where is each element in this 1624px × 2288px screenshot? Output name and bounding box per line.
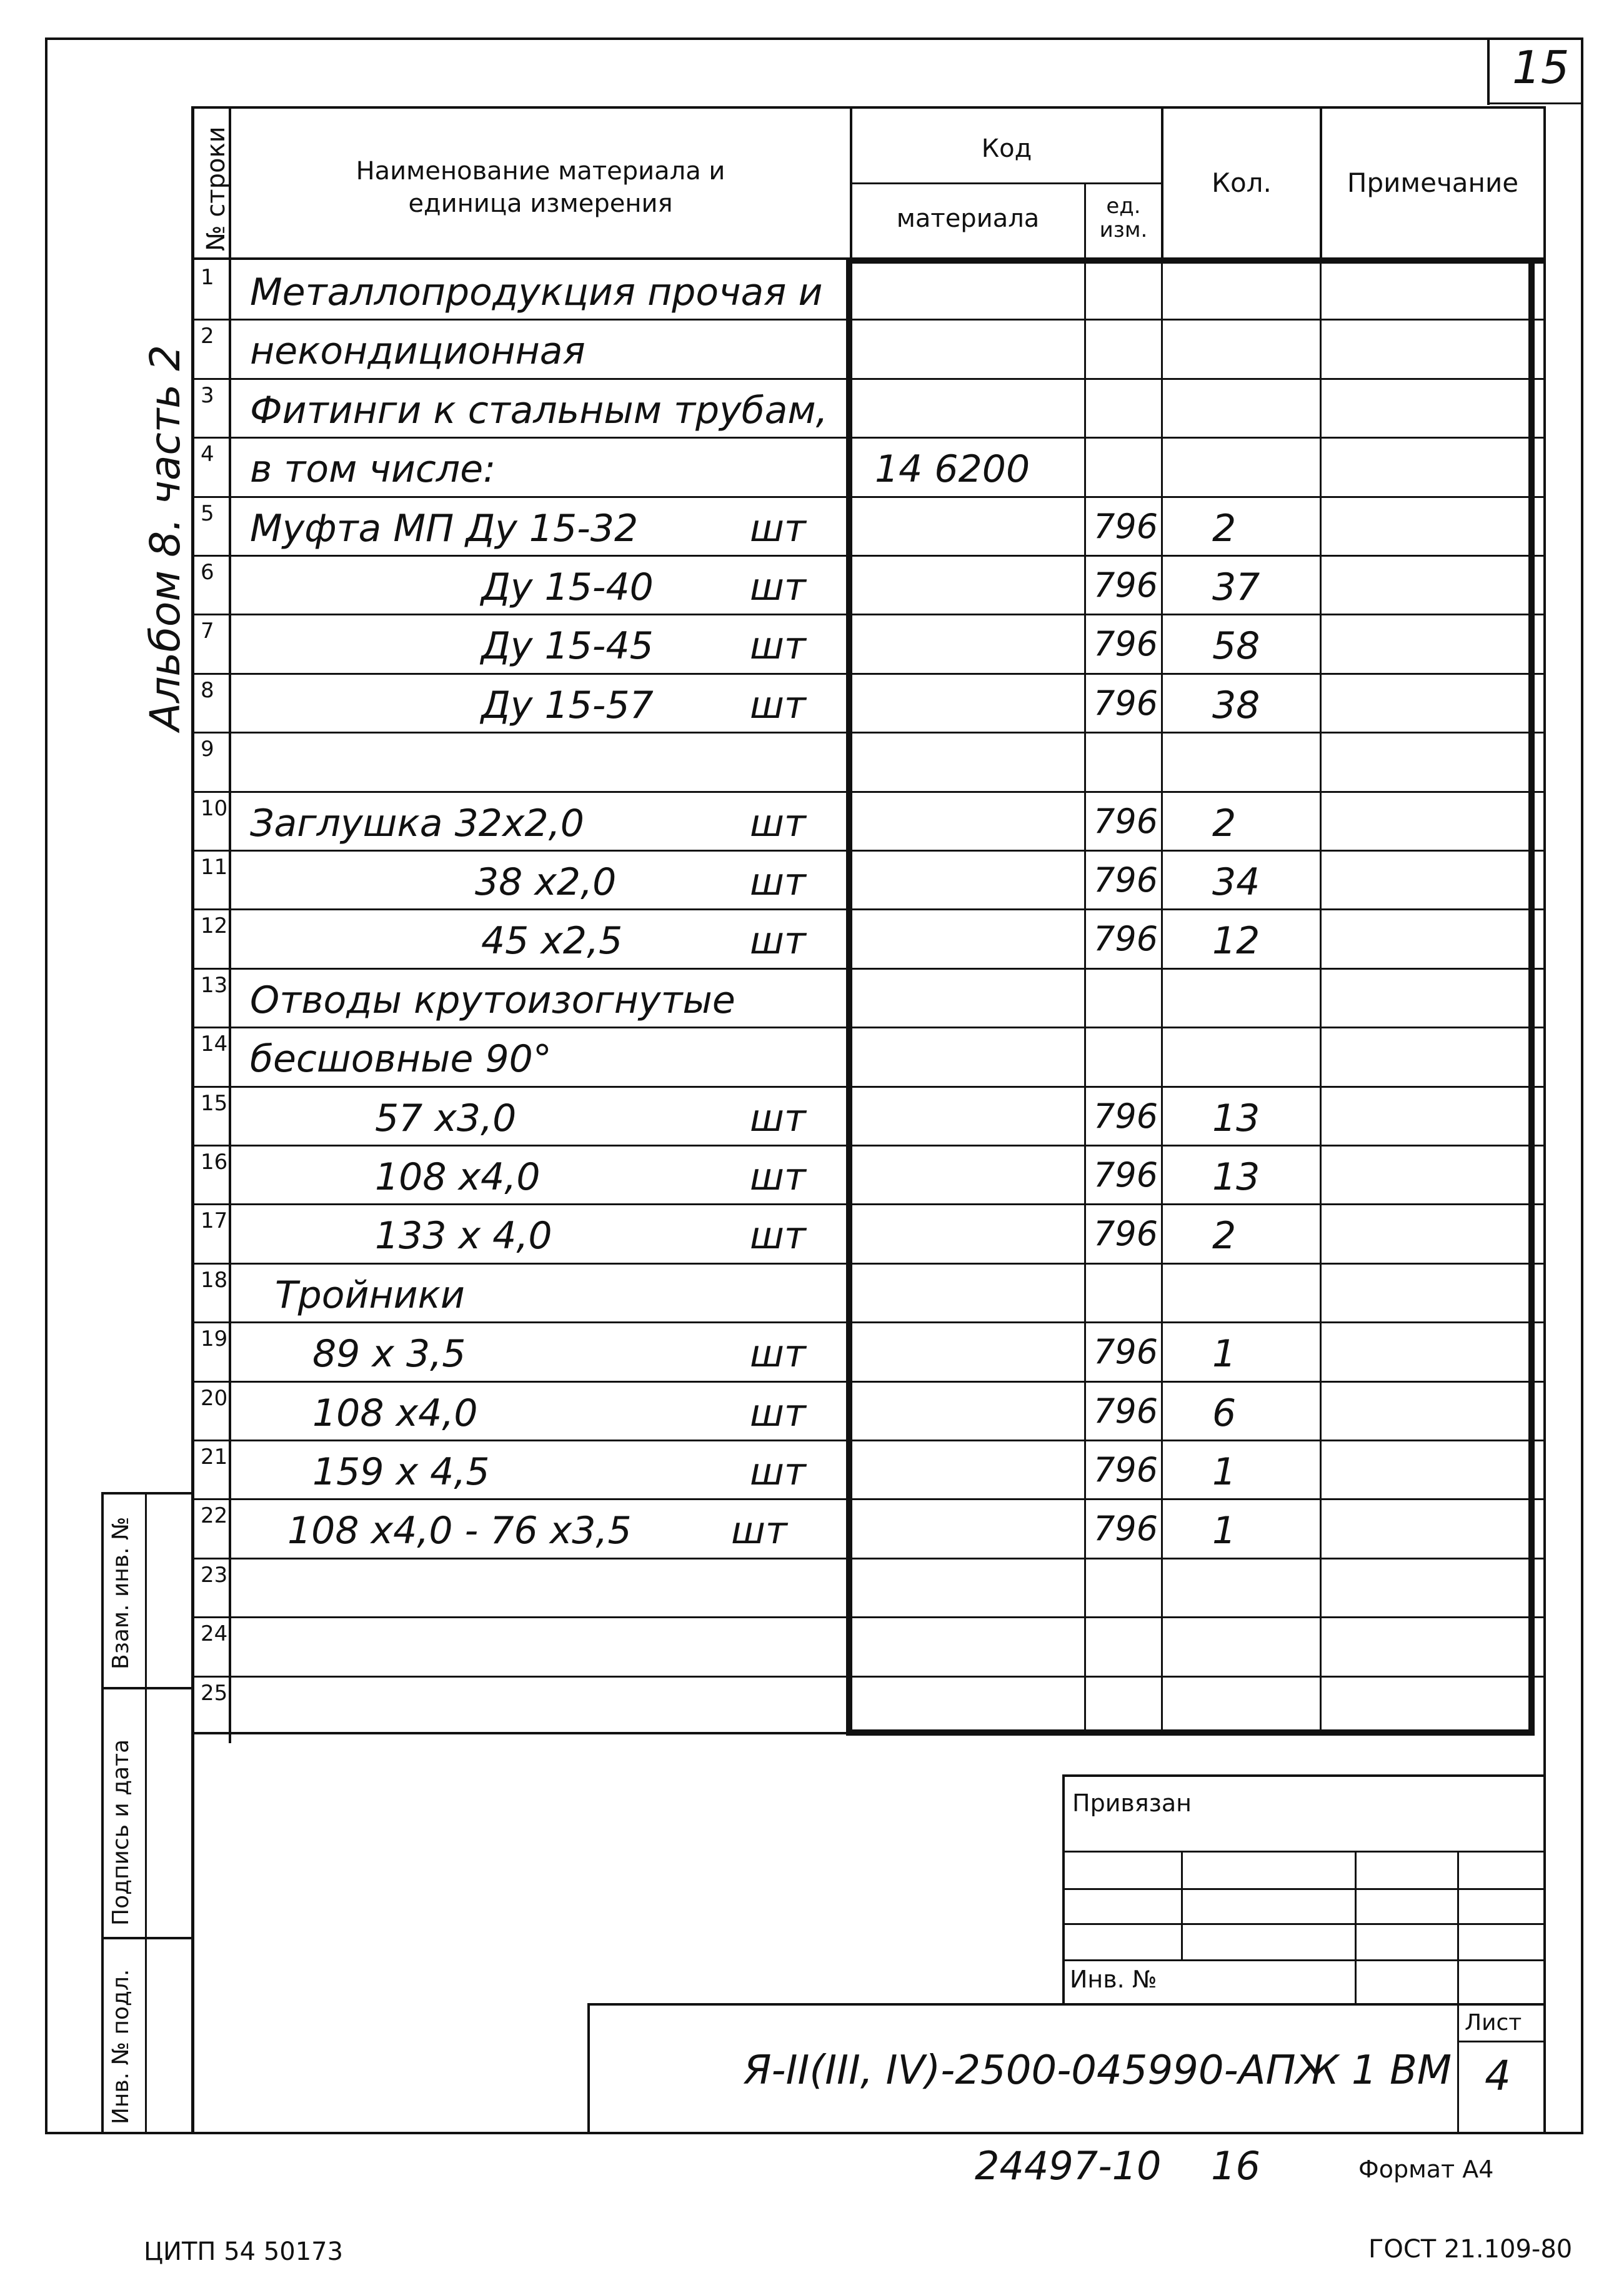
row-number: 19 <box>201 1326 228 1351</box>
row-line <box>191 1381 1543 1383</box>
body-box-left <box>846 257 852 1736</box>
stamp-col-left <box>101 1492 104 2134</box>
stamp-div2 <box>101 1937 194 1939</box>
row-unit-label: шт <box>750 1450 806 1494</box>
row-number: 22 <box>201 1503 228 1528</box>
row-quantity: 34 <box>1212 860 1260 904</box>
row-quantity: 1 <box>1212 1450 1237 1494</box>
row-name: Фитинги к стальным трубам, <box>250 389 828 432</box>
tb-grid-v1 <box>1181 1851 1183 1961</box>
inner-frame-left <box>191 106 194 2134</box>
outer-frame-left <box>45 37 47 2134</box>
row-number: 15 <box>201 1091 228 1116</box>
row-unit-label: шт <box>750 919 806 963</box>
row-unit-code: 796 <box>1093 802 1158 841</box>
row-line <box>191 1676 1543 1678</box>
outer-frame-bottom <box>45 2132 1583 2134</box>
row-quantity: 38 <box>1212 684 1260 727</box>
tb-grid-h2 <box>1062 1888 1546 1890</box>
inner-frame-right <box>1543 106 1546 2134</box>
row-name: Ду 15-57 <box>481 684 654 727</box>
stamp-inv-podl: Инв. № подл. <box>108 1969 134 2124</box>
body-div-qty <box>1161 260 1163 1732</box>
row-number: 10 <box>201 796 228 821</box>
row-name: в том числе: <box>250 447 496 491</box>
row-name: 133 х 4,0 <box>375 1214 552 1258</box>
stamp-div1 <box>101 1687 194 1689</box>
row-name: 108 х4,0 <box>312 1391 478 1435</box>
row-unit-label: шт <box>750 1155 806 1199</box>
footer-left: ЦИТП 54 50173 <box>144 2237 344 2266</box>
row-line <box>191 908 1543 910</box>
row-line <box>191 732 1543 734</box>
row-number: 23 <box>201 1563 228 1588</box>
row-unit-code: 796 <box>1093 1450 1158 1490</box>
row-unit-code: 796 <box>1093 507 1158 546</box>
tb-grid-v3 <box>1457 1851 1459 2132</box>
outer-frame-top <box>45 37 1583 40</box>
stamp-top <box>101 1492 194 1495</box>
row-line <box>191 437 1543 439</box>
row-unit-code: 796 <box>1093 860 1158 900</box>
row-number: 7 <box>201 619 214 644</box>
row-quantity: 1 <box>1212 1332 1237 1376</box>
row-number: 25 <box>201 1681 228 1706</box>
row-line <box>191 1616 1543 1618</box>
row-line <box>191 496 1543 498</box>
outer-frame-right <box>1581 37 1583 2134</box>
tb-grid-h3 <box>1062 1923 1546 1925</box>
bottom-handwritten-number: 24497-10 <box>975 2143 1162 2189</box>
tb-grid-h1 <box>1062 1851 1546 1853</box>
row-line <box>191 319 1543 321</box>
row-unit-label: шт <box>750 1097 806 1140</box>
header-qty: Кол. <box>1212 167 1272 198</box>
stamp-col-mid <box>145 1492 147 2134</box>
header-unit-line2: изм. <box>1099 217 1148 242</box>
row-name: 159 х 4,5 <box>312 1450 490 1494</box>
row-line <box>191 1321 1543 1323</box>
row-unit-code: 796 <box>1093 919 1158 958</box>
row-number: 11 <box>201 855 228 880</box>
row-number: 8 <box>201 678 214 703</box>
sheet-corner-number: 15 <box>1512 41 1570 94</box>
row-quantity: 12 <box>1212 919 1260 963</box>
row-name: бесшовные 90° <box>250 1037 552 1081</box>
body-div-unit <box>1084 260 1086 1732</box>
row-name: Металлопродукция прочая и <box>250 271 823 314</box>
row-number: 14 <box>201 1032 228 1057</box>
tb-privyazan: Привязан <box>1072 1789 1192 1817</box>
row-quantity: 2 <box>1212 507 1237 550</box>
row-line <box>191 968 1543 970</box>
row-quantity: 13 <box>1212 1155 1260 1199</box>
header-unit-line1: ед. <box>1106 194 1141 219</box>
body-box-top <box>846 257 1543 264</box>
row-line <box>191 1558 1543 1559</box>
row-line <box>191 1086 1543 1088</box>
row-line <box>191 791 1543 793</box>
row-unit-code: 796 <box>1093 1332 1158 1371</box>
tb-grid-h4 <box>1062 1959 1546 1961</box>
row-quantity: 2 <box>1212 802 1237 845</box>
row-unit-label: шт <box>731 1509 787 1553</box>
row-line <box>191 378 1543 380</box>
row-name: 57 х3,0 <box>375 1097 517 1140</box>
row-name: Тройники <box>275 1273 465 1317</box>
row-quantity: 2 <box>1212 1214 1237 1258</box>
tb-privyazan-left <box>1062 1774 1065 2006</box>
row-number: 6 <box>201 560 214 585</box>
row-unit-label: шт <box>750 1214 806 1258</box>
row-name: 38 х2,0 <box>475 860 617 904</box>
tb-list-label: Лист <box>1465 2010 1522 2036</box>
tb-main-left <box>587 2003 590 2134</box>
row-line <box>191 1027 1543 1028</box>
header-code-split <box>850 182 1162 184</box>
row-line <box>191 850 1543 852</box>
corner-box-left <box>1487 37 1490 105</box>
tb-grid-v2 <box>1355 1851 1357 2006</box>
row-quantity: 58 <box>1212 624 1260 668</box>
row-unit-label: шт <box>750 1332 806 1376</box>
corner-box-bottom <box>1487 102 1583 104</box>
stamp-podpis: Подпись и дата <box>108 1739 134 1926</box>
body-div-note <box>1320 260 1322 1732</box>
row-unit-code: 796 <box>1093 1097 1158 1136</box>
row-line <box>191 614 1543 615</box>
row-number: 9 <box>201 737 214 762</box>
row-unit-label: шт <box>750 565 806 609</box>
row-quantity: 1 <box>1212 1509 1237 1553</box>
body-box-right <box>1528 257 1535 1736</box>
row-name: некондиционная <box>250 329 585 373</box>
row-unit-label: шт <box>750 624 806 668</box>
row-quantity: 37 <box>1212 565 1260 609</box>
row-name: 89 х 3,5 <box>312 1332 466 1376</box>
header-note: Примечание <box>1347 167 1519 198</box>
table-bottom-line <box>191 1732 850 1734</box>
row-name: Заглушка 32х2,0 <box>250 802 584 845</box>
row-line <box>191 555 1543 557</box>
bottom-handwritten-page: 16 <box>1211 2143 1260 2189</box>
row-number: 5 <box>201 501 214 526</box>
row-quantity: 13 <box>1212 1097 1260 1140</box>
row-number: 1 <box>201 265 214 290</box>
row-number: 18 <box>201 1268 228 1293</box>
row-material-code: 14 6200 <box>875 447 1030 491</box>
row-unit-label: шт <box>750 802 806 845</box>
header-code: Код <box>981 134 1032 163</box>
header-material: материала <box>896 204 1040 233</box>
header-row-number: № строки <box>202 126 231 251</box>
row-number: 17 <box>201 1208 228 1233</box>
row-number: 12 <box>201 913 228 938</box>
row-line <box>191 673 1543 675</box>
row-name: Отводы крутоизогнутые <box>250 978 735 1022</box>
row-name: 45 х2,5 <box>481 919 623 963</box>
row-unit-code: 796 <box>1093 565 1158 605</box>
side-handwritten-album: Альбом 8. часть 2 <box>141 344 189 731</box>
row-name: Ду 15-45 <box>481 624 654 668</box>
row-number: 2 <box>201 324 214 349</box>
row-line <box>191 1498 1543 1500</box>
tb-main-top <box>587 2003 1546 2006</box>
inner-frame-top <box>191 106 1546 109</box>
row-unit-code: 796 <box>1093 624 1158 664</box>
row-line <box>191 1263 1543 1265</box>
row-number: 21 <box>201 1445 228 1470</box>
row-unit-label: шт <box>750 1391 806 1435</box>
bottom-format: Формат А4 <box>1358 2156 1494 2183</box>
row-line <box>191 1440 1543 1441</box>
header-name-line2: единица измерения <box>408 189 673 218</box>
tb-list-split <box>1457 2041 1546 2042</box>
footer-right: ГОСТ 21.109-80 <box>1368 2235 1573 2264</box>
tb-list-number: 4 <box>1485 2052 1511 2100</box>
row-number: 20 <box>201 1386 228 1411</box>
row-unit-code: 796 <box>1093 1509 1158 1548</box>
row-name: 108 х4,0 <box>375 1155 541 1199</box>
row-number: 3 <box>201 383 214 408</box>
stamp-vzam: Взам. инв. № <box>108 1516 134 1669</box>
row-unit-code: 796 <box>1093 1214 1158 1253</box>
row-number: 24 <box>201 1621 228 1646</box>
row-unit-code: 796 <box>1093 684 1158 723</box>
row-number: 16 <box>201 1150 228 1175</box>
row-quantity: 6 <box>1212 1391 1237 1435</box>
row-number: 4 <box>201 442 214 467</box>
row-name: Ду 15-40 <box>481 565 654 609</box>
tb-inv-no: Инв. № <box>1070 1966 1157 1993</box>
row-line <box>191 1145 1543 1146</box>
row-unit-label: шт <box>750 507 806 550</box>
tb-doc-code: Я-II(III, IV)-2500-045990-АПЖ 1 ВМ <box>744 2047 1452 2094</box>
row-unit-code: 796 <box>1093 1391 1158 1431</box>
row-name: 108 х4,0 - 76 х3,5 <box>287 1509 632 1553</box>
tb-privyazan-top <box>1062 1774 1546 1777</box>
body-box-bottom <box>846 1729 1535 1736</box>
row-unit-code: 796 <box>1093 1155 1158 1195</box>
row-unit-label: шт <box>750 684 806 727</box>
row-unit-label: шт <box>750 860 806 904</box>
row-line <box>191 1203 1543 1205</box>
row-name: Муфта МП Ду 15-32 <box>250 507 639 550</box>
row-number: 13 <box>201 973 228 998</box>
header-name-line1: Наименование материала и <box>356 157 725 186</box>
